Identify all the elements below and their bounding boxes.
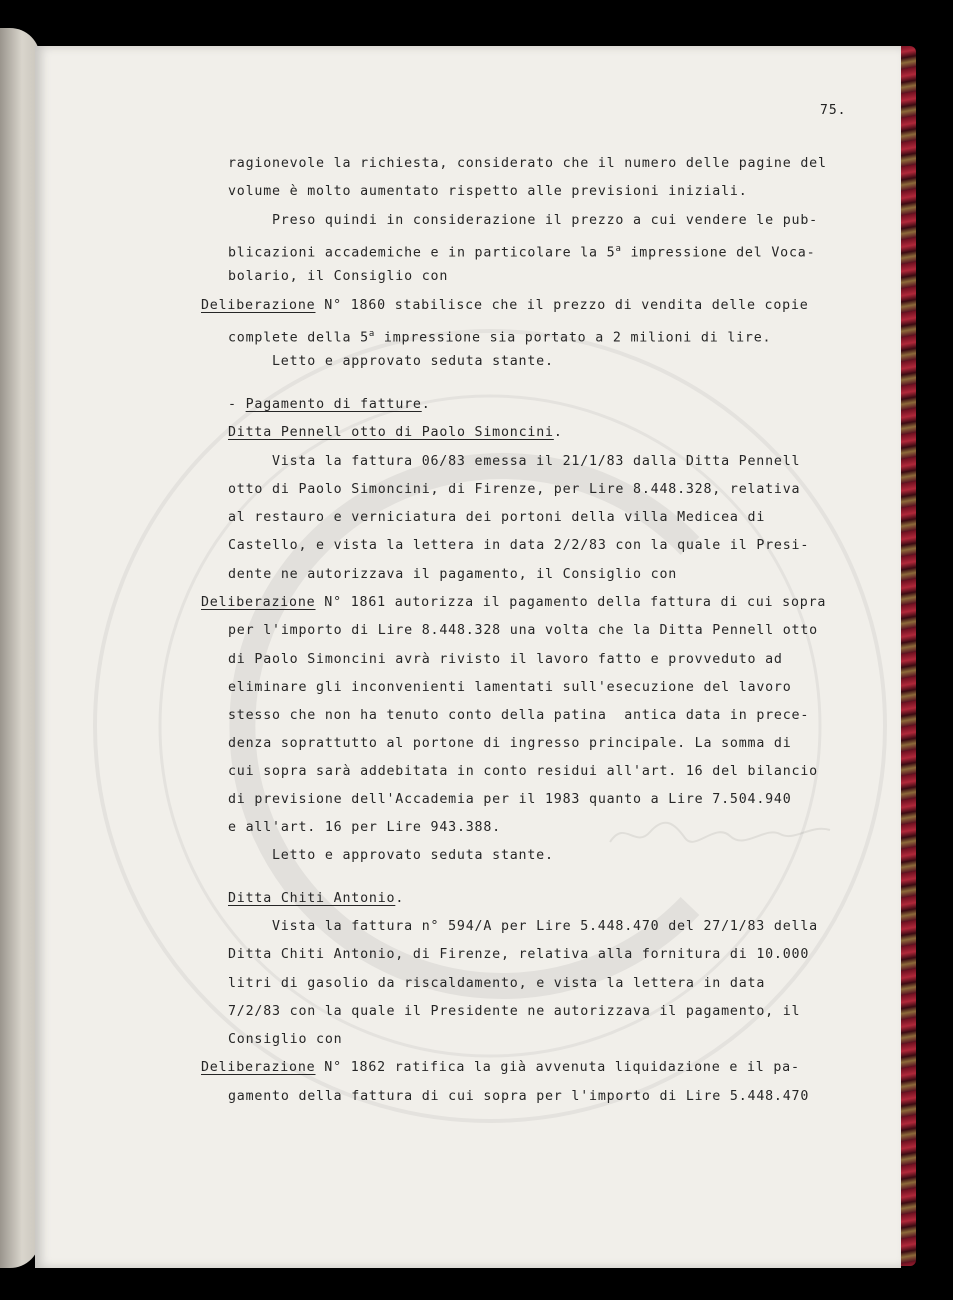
text-line: bolario, il Consiglio con	[228, 269, 449, 284]
deliberazione-label: Deliberazione	[201, 1060, 316, 1075]
document-page	[35, 46, 901, 1268]
text-line: litri di gasolio da riscaldamento, e vista la lettera in data	[228, 976, 766, 991]
facing-page-edge	[0, 28, 40, 1268]
text-line: stesso che non ha tenuto conto della patina antica data in prece-	[228, 708, 810, 723]
faint-signature-icon	[605, 814, 835, 854]
deliberazione-label: Deliberazione	[201, 298, 316, 313]
deliberazione-label: Deliberazione	[201, 595, 316, 610]
text-line: Vista la fattura n° 594/A per Lire 5.448.470 del 27/1/83 della	[272, 919, 818, 934]
text-line: di Paolo Simoncini avrà rivisto il lavoro fatto e provveduto ad	[228, 652, 783, 667]
approval-line: Letto e approvato seduta stante.	[272, 354, 554, 369]
text-line: Vista la fattura 06/83 emessa il 21/1/83 dalla Ditta Pennell	[272, 454, 801, 469]
deliberazione-line: Deliberazione N° 1861 autorizza il pagamento della fattura di cui sopra	[201, 595, 827, 610]
text-line: complete della 5$^a$ impressione sia portato a 2 milioni di lire.	[228, 329, 772, 346]
text-line: otto di Paolo Simoncini, di Firenze, per Lire 8.448.328, relativa	[228, 482, 801, 497]
text-line: cui sopra sarà addebitata in conto residui all'art. 16 del bilancio	[228, 764, 818, 779]
text-line: blicazioni accademiche e in particolare la 5$^a$ impressione del Voca-	[228, 244, 816, 261]
section-heading: - Pagamento di fatture.	[228, 397, 431, 412]
page-number: 75.	[820, 103, 847, 118]
text-line: Ditta Chiti Antonio, di Firenze, relativa alla fornitura di 10.000	[228, 947, 810, 962]
deliberazione-line: Deliberazione N° 1860 stabilisce che il prezzo di vendita delle copie	[201, 298, 809, 313]
text-line: per l'importo di Lire 8.448.328 una volta che la Ditta Pennell otto	[228, 623, 818, 638]
text-line: volume è molto aumentato rispetto alle previsioni iniziali.	[228, 184, 748, 199]
text-line: al restauro e verniciatura dei portoni della villa Medicea di	[228, 510, 766, 525]
text-line: Preso quindi in considerazione il prezzo a cui vendere le pub-	[272, 213, 818, 228]
text-line: di previsione dell'Accademia per il 1983 quanto a Lire 7.504.940	[228, 792, 792, 807]
approval-line: Letto e approvato seduta stante.	[272, 848, 554, 863]
text-line: dente ne autorizzava il pagamento, il Consiglio con	[228, 567, 678, 582]
text-line: Consiglio con	[228, 1032, 343, 1047]
subsection-heading: Ditta Chiti Antonio.	[228, 891, 405, 906]
page-text	[35, 46, 901, 1268]
text-line: Castello, e vista la lettera in data 2/2/83 con la quale il Presi-	[228, 538, 810, 553]
text-line: 7/2/83 con la quale il Presidente ne autorizzava il pagamento, il	[228, 1004, 801, 1019]
text-line: eliminare gli inconvenienti lamentati sull'esecuzione del lavoro	[228, 680, 792, 695]
text-line: denza soprattutto al portone di ingresso principale. La somma di	[228, 736, 792, 751]
subsection-heading: Ditta Pennell otto di Paolo Simoncini.	[228, 425, 563, 440]
deliberazione-line: Deliberazione N° 1862 ratifica la già avvenuta liquidazione e il pa-	[201, 1060, 800, 1075]
text-line: ragionevole la richiesta, considerato che il numero delle pagine del	[228, 156, 827, 171]
text-line: e all'art. 16 per Lire 943.388.	[228, 820, 501, 835]
text-line: gamento della fattura di cui sopra per l'importo di Lire 5.448.470	[228, 1089, 810, 1104]
